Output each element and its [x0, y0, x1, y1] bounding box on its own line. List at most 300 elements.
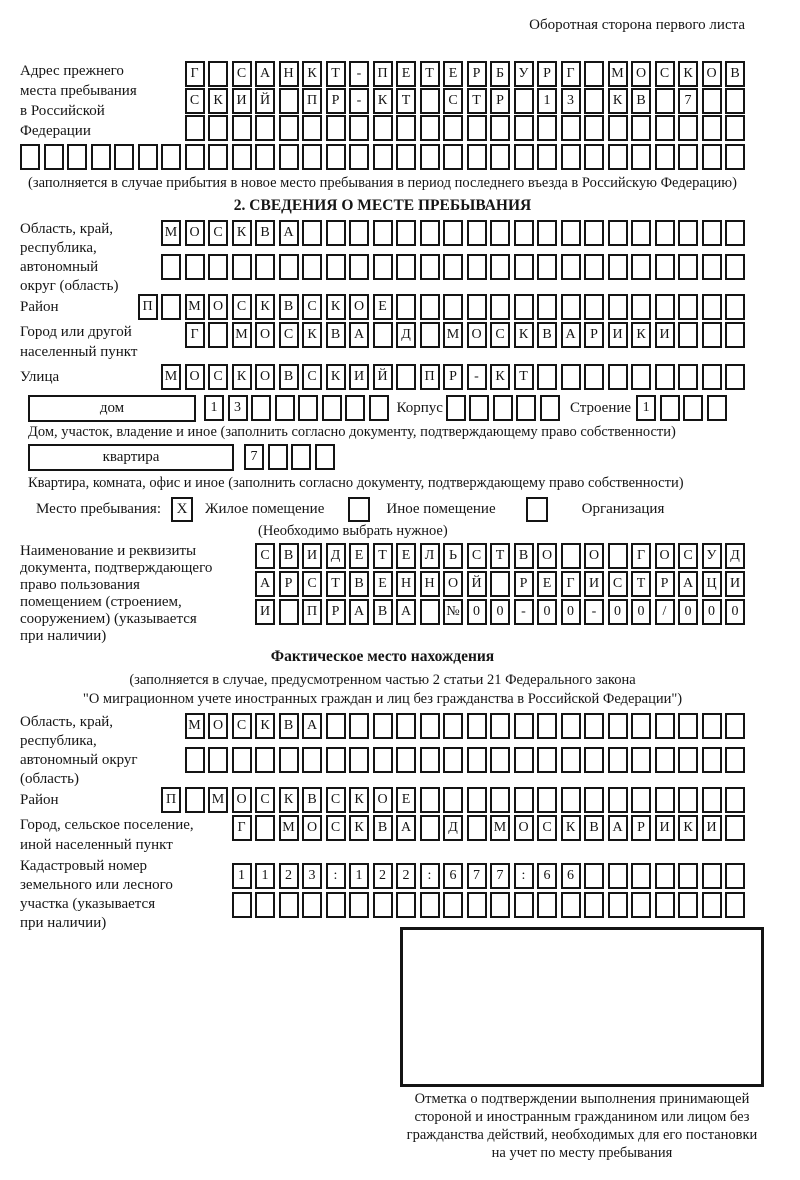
char-cell[interactable]: :: [514, 863, 534, 889]
char-cell[interactable]: А: [561, 322, 581, 348]
char-cell[interactable]: С: [302, 571, 322, 597]
char-cell[interactable]: Т: [631, 571, 651, 597]
char-cell[interactable]: [584, 88, 604, 114]
char-cell[interactable]: С: [232, 61, 252, 87]
char-cell[interactable]: [608, 863, 628, 889]
prev-address-row-3[interactable]: [185, 115, 746, 141]
char-cell[interactable]: [443, 144, 463, 170]
char-cell[interactable]: [655, 747, 675, 773]
char-cell[interactable]: М: [161, 364, 181, 390]
char-cell[interactable]: [660, 395, 680, 421]
char-cell[interactable]: К: [302, 61, 322, 87]
char-cell[interactable]: М: [161, 220, 181, 246]
char-cell[interactable]: [279, 144, 299, 170]
char-cell[interactable]: [537, 294, 557, 320]
char-cell[interactable]: [315, 444, 335, 470]
char-cell[interactable]: Р: [467, 61, 487, 87]
char-cell[interactable]: [584, 144, 604, 170]
char-cell[interactable]: [702, 88, 722, 114]
char-cell[interactable]: [302, 747, 322, 773]
char-cell[interactable]: Г: [185, 61, 205, 87]
char-cell[interactable]: Т: [467, 88, 487, 114]
char-cell[interactable]: Г: [631, 543, 651, 569]
char-cell[interactable]: [702, 144, 722, 170]
char-cell[interactable]: Р: [326, 599, 346, 625]
char-cell[interactable]: [537, 220, 557, 246]
char-cell[interactable]: Р: [443, 364, 463, 390]
char-cell[interactable]: [514, 713, 534, 739]
char-cell[interactable]: [725, 815, 745, 841]
char-cell[interactable]: [349, 220, 369, 246]
char-cell[interactable]: [678, 787, 698, 813]
char-cell[interactable]: [490, 115, 510, 141]
char-cell[interactable]: [467, 815, 487, 841]
char-cell[interactable]: [420, 220, 440, 246]
char-cell[interactable]: [349, 254, 369, 280]
char-cell[interactable]: 1: [255, 863, 275, 889]
char-cell[interactable]: [373, 322, 393, 348]
char-cell[interactable]: В: [326, 322, 346, 348]
char-cell[interactable]: [678, 892, 698, 918]
char-cell[interactable]: [725, 144, 745, 170]
char-cell[interactable]: [467, 892, 487, 918]
region-row-1[interactable]: [161, 220, 745, 246]
char-cell[interactable]: [443, 787, 463, 813]
char-cell[interactable]: Л: [420, 543, 440, 569]
char-cell[interactable]: У: [514, 61, 534, 87]
char-cell[interactable]: [725, 254, 745, 280]
char-cell[interactable]: [161, 254, 181, 280]
char-cell[interactable]: А: [608, 815, 628, 841]
char-cell[interactable]: В: [279, 543, 299, 569]
char-cell[interactable]: [420, 115, 440, 141]
char-cell[interactable]: [396, 294, 416, 320]
char-cell[interactable]: И: [608, 322, 628, 348]
char-cell[interactable]: [631, 713, 651, 739]
char-cell[interactable]: [702, 254, 722, 280]
char-cell[interactable]: 0: [631, 599, 651, 625]
char-cell[interactable]: 7: [490, 863, 510, 889]
char-cell[interactable]: Е: [373, 571, 393, 597]
char-cell[interactable]: П: [161, 787, 181, 813]
char-cell[interactable]: [537, 115, 557, 141]
char-cell[interactable]: М: [185, 713, 205, 739]
char-cell[interactable]: [396, 254, 416, 280]
char-cell[interactable]: [467, 747, 487, 773]
char-cell[interactable]: [725, 294, 745, 320]
char-cell[interactable]: [678, 863, 698, 889]
char-cell[interactable]: Г: [561, 571, 581, 597]
char-cell[interactable]: Г: [561, 61, 581, 87]
char-cell[interactable]: [702, 892, 722, 918]
char-cell[interactable]: 7: [244, 444, 264, 470]
char-cell[interactable]: [349, 713, 369, 739]
char-cell[interactable]: [396, 144, 416, 170]
char-cell[interactable]: [114, 144, 134, 170]
char-cell[interactable]: И: [349, 364, 369, 390]
char-cell[interactable]: [349, 115, 369, 141]
char-cell[interactable]: [683, 395, 703, 421]
char-cell[interactable]: [655, 115, 675, 141]
char-cell[interactable]: 0: [537, 599, 557, 625]
char-cell[interactable]: [702, 220, 722, 246]
char-cell[interactable]: С: [302, 294, 322, 320]
char-cell[interactable]: [349, 747, 369, 773]
char-cell[interactable]: Н: [279, 61, 299, 87]
char-cell[interactable]: Д: [326, 543, 346, 569]
char-cell[interactable]: [608, 294, 628, 320]
char-cell[interactable]: В: [279, 713, 299, 739]
stay-type-residential-checkbox[interactable]: X: [171, 497, 193, 522]
actual-city-row[interactable]: [232, 815, 746, 841]
char-cell[interactable]: Т: [373, 543, 393, 569]
char-cell[interactable]: [678, 144, 698, 170]
char-cell[interactable]: К: [490, 364, 510, 390]
char-cell[interactable]: [232, 892, 252, 918]
char-cell[interactable]: [185, 787, 205, 813]
char-cell[interactable]: В: [631, 88, 651, 114]
char-cell[interactable]: [326, 254, 346, 280]
char-cell[interactable]: [232, 254, 252, 280]
char-cell[interactable]: Д: [396, 322, 416, 348]
char-cell[interactable]: [232, 115, 252, 141]
char-cell[interactable]: [678, 713, 698, 739]
char-cell[interactable]: Т: [326, 571, 346, 597]
char-cell[interactable]: С: [255, 543, 275, 569]
char-cell[interactable]: [608, 364, 628, 390]
char-cell[interactable]: О: [467, 322, 487, 348]
char-cell[interactable]: [514, 88, 534, 114]
char-cell[interactable]: -: [349, 61, 369, 87]
char-cell[interactable]: [537, 254, 557, 280]
char-cell[interactable]: [561, 254, 581, 280]
char-cell[interactable]: [514, 892, 534, 918]
char-cell[interactable]: Т: [326, 61, 346, 87]
char-cell[interactable]: [584, 863, 604, 889]
char-cell[interactable]: [298, 395, 318, 421]
char-cell[interactable]: [702, 322, 722, 348]
char-cell[interactable]: [678, 294, 698, 320]
char-cell[interactable]: [584, 892, 604, 918]
char-cell[interactable]: 0: [725, 599, 745, 625]
char-cell[interactable]: [561, 144, 581, 170]
char-cell[interactable]: В: [279, 294, 299, 320]
char-cell[interactable]: А: [678, 571, 698, 597]
char-cell[interactable]: М: [208, 787, 228, 813]
char-cell[interactable]: [608, 115, 628, 141]
char-cell[interactable]: И: [702, 815, 722, 841]
char-cell[interactable]: 1: [636, 395, 656, 421]
char-cell[interactable]: 0: [490, 599, 510, 625]
char-cell[interactable]: [584, 294, 604, 320]
actual-region-row-1[interactable]: [185, 713, 746, 739]
char-cell[interactable]: Т: [490, 543, 510, 569]
char-cell[interactable]: №: [443, 599, 463, 625]
char-cell[interactable]: 0: [678, 599, 698, 625]
char-cell[interactable]: [420, 815, 440, 841]
char-cell[interactable]: Р: [326, 88, 346, 114]
char-cell[interactable]: К: [326, 294, 346, 320]
char-cell[interactable]: -: [514, 599, 534, 625]
char-cell[interactable]: [631, 787, 651, 813]
char-cell[interactable]: [420, 322, 440, 348]
char-cell[interactable]: В: [279, 364, 299, 390]
cadastre-row-1[interactable]: [232, 863, 746, 889]
char-cell[interactable]: [678, 115, 698, 141]
char-cell[interactable]: [490, 254, 510, 280]
char-cell[interactable]: [279, 88, 299, 114]
char-cell[interactable]: [608, 713, 628, 739]
char-cell[interactable]: [326, 115, 346, 141]
char-cell[interactable]: [631, 115, 651, 141]
char-cell[interactable]: И: [655, 815, 675, 841]
char-cell[interactable]: [678, 364, 698, 390]
char-cell[interactable]: [702, 294, 722, 320]
char-cell[interactable]: А: [255, 61, 275, 87]
char-cell[interactable]: О: [514, 815, 534, 841]
document-row-1[interactable]: [255, 543, 745, 569]
char-cell[interactable]: В: [725, 61, 745, 87]
char-cell[interactable]: [443, 892, 463, 918]
char-cell[interactable]: И: [255, 599, 275, 625]
char-cell[interactable]: [291, 444, 311, 470]
char-cell[interactable]: О: [537, 543, 557, 569]
char-cell[interactable]: [443, 220, 463, 246]
char-cell[interactable]: Е: [443, 61, 463, 87]
char-cell[interactable]: [631, 863, 651, 889]
char-cell[interactable]: Н: [396, 571, 416, 597]
street-row[interactable]: [161, 364, 745, 390]
char-cell[interactable]: [702, 364, 722, 390]
char-cell[interactable]: Р: [537, 61, 557, 87]
char-cell[interactable]: К: [208, 88, 228, 114]
char-cell[interactable]: А: [255, 571, 275, 597]
char-cell[interactable]: [255, 747, 275, 773]
char-cell[interactable]: [540, 395, 560, 421]
char-cell[interactable]: [608, 892, 628, 918]
char-cell[interactable]: [725, 787, 745, 813]
char-cell[interactable]: [516, 395, 536, 421]
char-cell[interactable]: М: [232, 322, 252, 348]
char-cell[interactable]: Б: [490, 61, 510, 87]
char-cell[interactable]: А: [279, 220, 299, 246]
char-cell[interactable]: С: [232, 294, 252, 320]
char-cell[interactable]: 3: [561, 88, 581, 114]
char-cell[interactable]: И: [232, 88, 252, 114]
char-cell[interactable]: 0: [608, 599, 628, 625]
char-cell[interactable]: [443, 115, 463, 141]
char-cell[interactable]: -: [584, 599, 604, 625]
char-cell[interactable]: [537, 144, 557, 170]
char-cell[interactable]: С: [255, 787, 275, 813]
char-cell[interactable]: [275, 395, 295, 421]
char-cell[interactable]: М: [490, 815, 510, 841]
char-cell[interactable]: [268, 444, 288, 470]
char-cell[interactable]: [420, 713, 440, 739]
char-cell[interactable]: [396, 892, 416, 918]
char-cell[interactable]: [608, 254, 628, 280]
char-cell[interactable]: С: [232, 713, 252, 739]
city-row[interactable]: [185, 322, 746, 348]
char-cell[interactable]: [514, 254, 534, 280]
char-cell[interactable]: [279, 254, 299, 280]
stay-type-organization-checkbox[interactable]: [526, 497, 548, 522]
char-cell[interactable]: К: [373, 88, 393, 114]
char-cell[interactable]: [185, 115, 205, 141]
char-cell[interactable]: [443, 294, 463, 320]
char-cell[interactable]: 7: [678, 88, 698, 114]
char-cell[interactable]: [322, 395, 342, 421]
char-cell[interactable]: [467, 787, 487, 813]
char-cell[interactable]: [608, 220, 628, 246]
char-cell[interactable]: С: [326, 815, 346, 841]
char-cell[interactable]: К: [302, 322, 322, 348]
char-cell[interactable]: [608, 144, 628, 170]
char-cell[interactable]: [255, 892, 275, 918]
char-cell[interactable]: [302, 254, 322, 280]
char-cell[interactable]: [725, 747, 745, 773]
char-cell[interactable]: [490, 787, 510, 813]
char-cell[interactable]: В: [373, 599, 393, 625]
char-cell[interactable]: К: [561, 815, 581, 841]
char-cell[interactable]: К: [326, 364, 346, 390]
char-cell[interactable]: П: [302, 599, 322, 625]
char-cell[interactable]: Г: [185, 322, 205, 348]
char-cell[interactable]: С: [279, 322, 299, 348]
char-cell[interactable]: [208, 115, 228, 141]
char-cell[interactable]: С: [208, 220, 228, 246]
char-cell[interactable]: И: [655, 322, 675, 348]
char-cell[interactable]: В: [537, 322, 557, 348]
char-cell[interactable]: Е: [373, 294, 393, 320]
char-cell[interactable]: [373, 713, 393, 739]
char-cell[interactable]: О: [208, 294, 228, 320]
char-cell[interactable]: [725, 220, 745, 246]
char-cell[interactable]: [702, 787, 722, 813]
char-cell[interactable]: [655, 220, 675, 246]
char-cell[interactable]: [655, 88, 675, 114]
char-cell[interactable]: [373, 144, 393, 170]
char-cell[interactable]: [631, 144, 651, 170]
char-cell[interactable]: Р: [279, 571, 299, 597]
char-cell[interactable]: [514, 220, 534, 246]
char-cell[interactable]: С: [302, 364, 322, 390]
char-cell[interactable]: [514, 294, 534, 320]
char-cell[interactable]: [702, 863, 722, 889]
char-cell[interactable]: [443, 254, 463, 280]
char-cell[interactable]: [349, 892, 369, 918]
char-cell[interactable]: [161, 144, 181, 170]
char-cell[interactable]: [279, 599, 299, 625]
char-cell[interactable]: [608, 787, 628, 813]
char-cell[interactable]: [326, 713, 346, 739]
char-cell[interactable]: [443, 713, 463, 739]
char-cell[interactable]: [44, 144, 64, 170]
char-cell[interactable]: Ц: [702, 571, 722, 597]
char-cell[interactable]: [255, 115, 275, 141]
char-cell[interactable]: [631, 220, 651, 246]
prev-address-row-4[interactable]: [20, 144, 745, 170]
char-cell[interactable]: [725, 115, 745, 141]
char-cell[interactable]: С: [655, 61, 675, 87]
char-cell[interactable]: -: [349, 88, 369, 114]
char-cell[interactable]: [561, 115, 581, 141]
char-cell[interactable]: С: [608, 571, 628, 597]
char-cell[interactable]: [369, 395, 389, 421]
char-cell[interactable]: [326, 747, 346, 773]
char-cell[interactable]: Е: [349, 543, 369, 569]
char-cell[interactable]: [584, 220, 604, 246]
char-cell[interactable]: [208, 322, 228, 348]
char-cell[interactable]: [561, 713, 581, 739]
char-cell[interactable]: [584, 787, 604, 813]
char-cell[interactable]: 1: [232, 863, 252, 889]
char-cell[interactable]: [631, 364, 651, 390]
char-cell[interactable]: [420, 88, 440, 114]
char-cell[interactable]: [279, 892, 299, 918]
char-cell[interactable]: С: [443, 88, 463, 114]
char-cell[interactable]: Е: [396, 61, 416, 87]
char-cell[interactable]: О: [232, 787, 252, 813]
char-cell[interactable]: [537, 747, 557, 773]
char-cell[interactable]: Т: [514, 364, 534, 390]
char-cell[interactable]: [185, 747, 205, 773]
char-cell[interactable]: -: [467, 364, 487, 390]
char-cell[interactable]: К: [349, 787, 369, 813]
char-cell[interactable]: [561, 892, 581, 918]
char-cell[interactable]: [561, 543, 581, 569]
char-cell[interactable]: [655, 892, 675, 918]
char-cell[interactable]: Й: [467, 571, 487, 597]
char-cell[interactable]: [279, 747, 299, 773]
char-cell[interactable]: [185, 144, 205, 170]
actual-district-row[interactable]: [161, 787, 745, 813]
char-cell[interactable]: И: [584, 571, 604, 597]
char-cell[interactable]: [514, 787, 534, 813]
char-cell[interactable]: [655, 863, 675, 889]
char-cell[interactable]: 6: [443, 863, 463, 889]
char-cell[interactable]: К: [255, 713, 275, 739]
char-cell[interactable]: С: [490, 322, 510, 348]
char-cell[interactable]: [20, 144, 40, 170]
char-cell[interactable]: [725, 364, 745, 390]
char-cell[interactable]: [561, 747, 581, 773]
char-cell[interactable]: [326, 144, 346, 170]
char-cell[interactable]: Р: [631, 815, 651, 841]
char-cell[interactable]: 2: [279, 863, 299, 889]
char-cell[interactable]: [537, 713, 557, 739]
char-cell[interactable]: [631, 892, 651, 918]
char-cell[interactable]: [326, 220, 346, 246]
char-cell[interactable]: [443, 747, 463, 773]
char-cell[interactable]: [467, 294, 487, 320]
char-cell[interactable]: [161, 294, 181, 320]
char-cell[interactable]: Г: [232, 815, 252, 841]
char-cell[interactable]: [631, 747, 651, 773]
char-cell[interactable]: [420, 787, 440, 813]
char-cell[interactable]: А: [396, 599, 416, 625]
char-cell[interactable]: П: [420, 364, 440, 390]
char-cell[interactable]: [67, 144, 87, 170]
document-row-3[interactable]: [255, 599, 745, 625]
char-cell[interactable]: И: [302, 543, 322, 569]
char-cell[interactable]: [255, 254, 275, 280]
char-cell[interactable]: К: [232, 220, 252, 246]
char-cell[interactable]: Е: [396, 543, 416, 569]
char-cell[interactable]: [490, 892, 510, 918]
char-cell[interactable]: [302, 892, 322, 918]
char-cell[interactable]: 0: [561, 599, 581, 625]
